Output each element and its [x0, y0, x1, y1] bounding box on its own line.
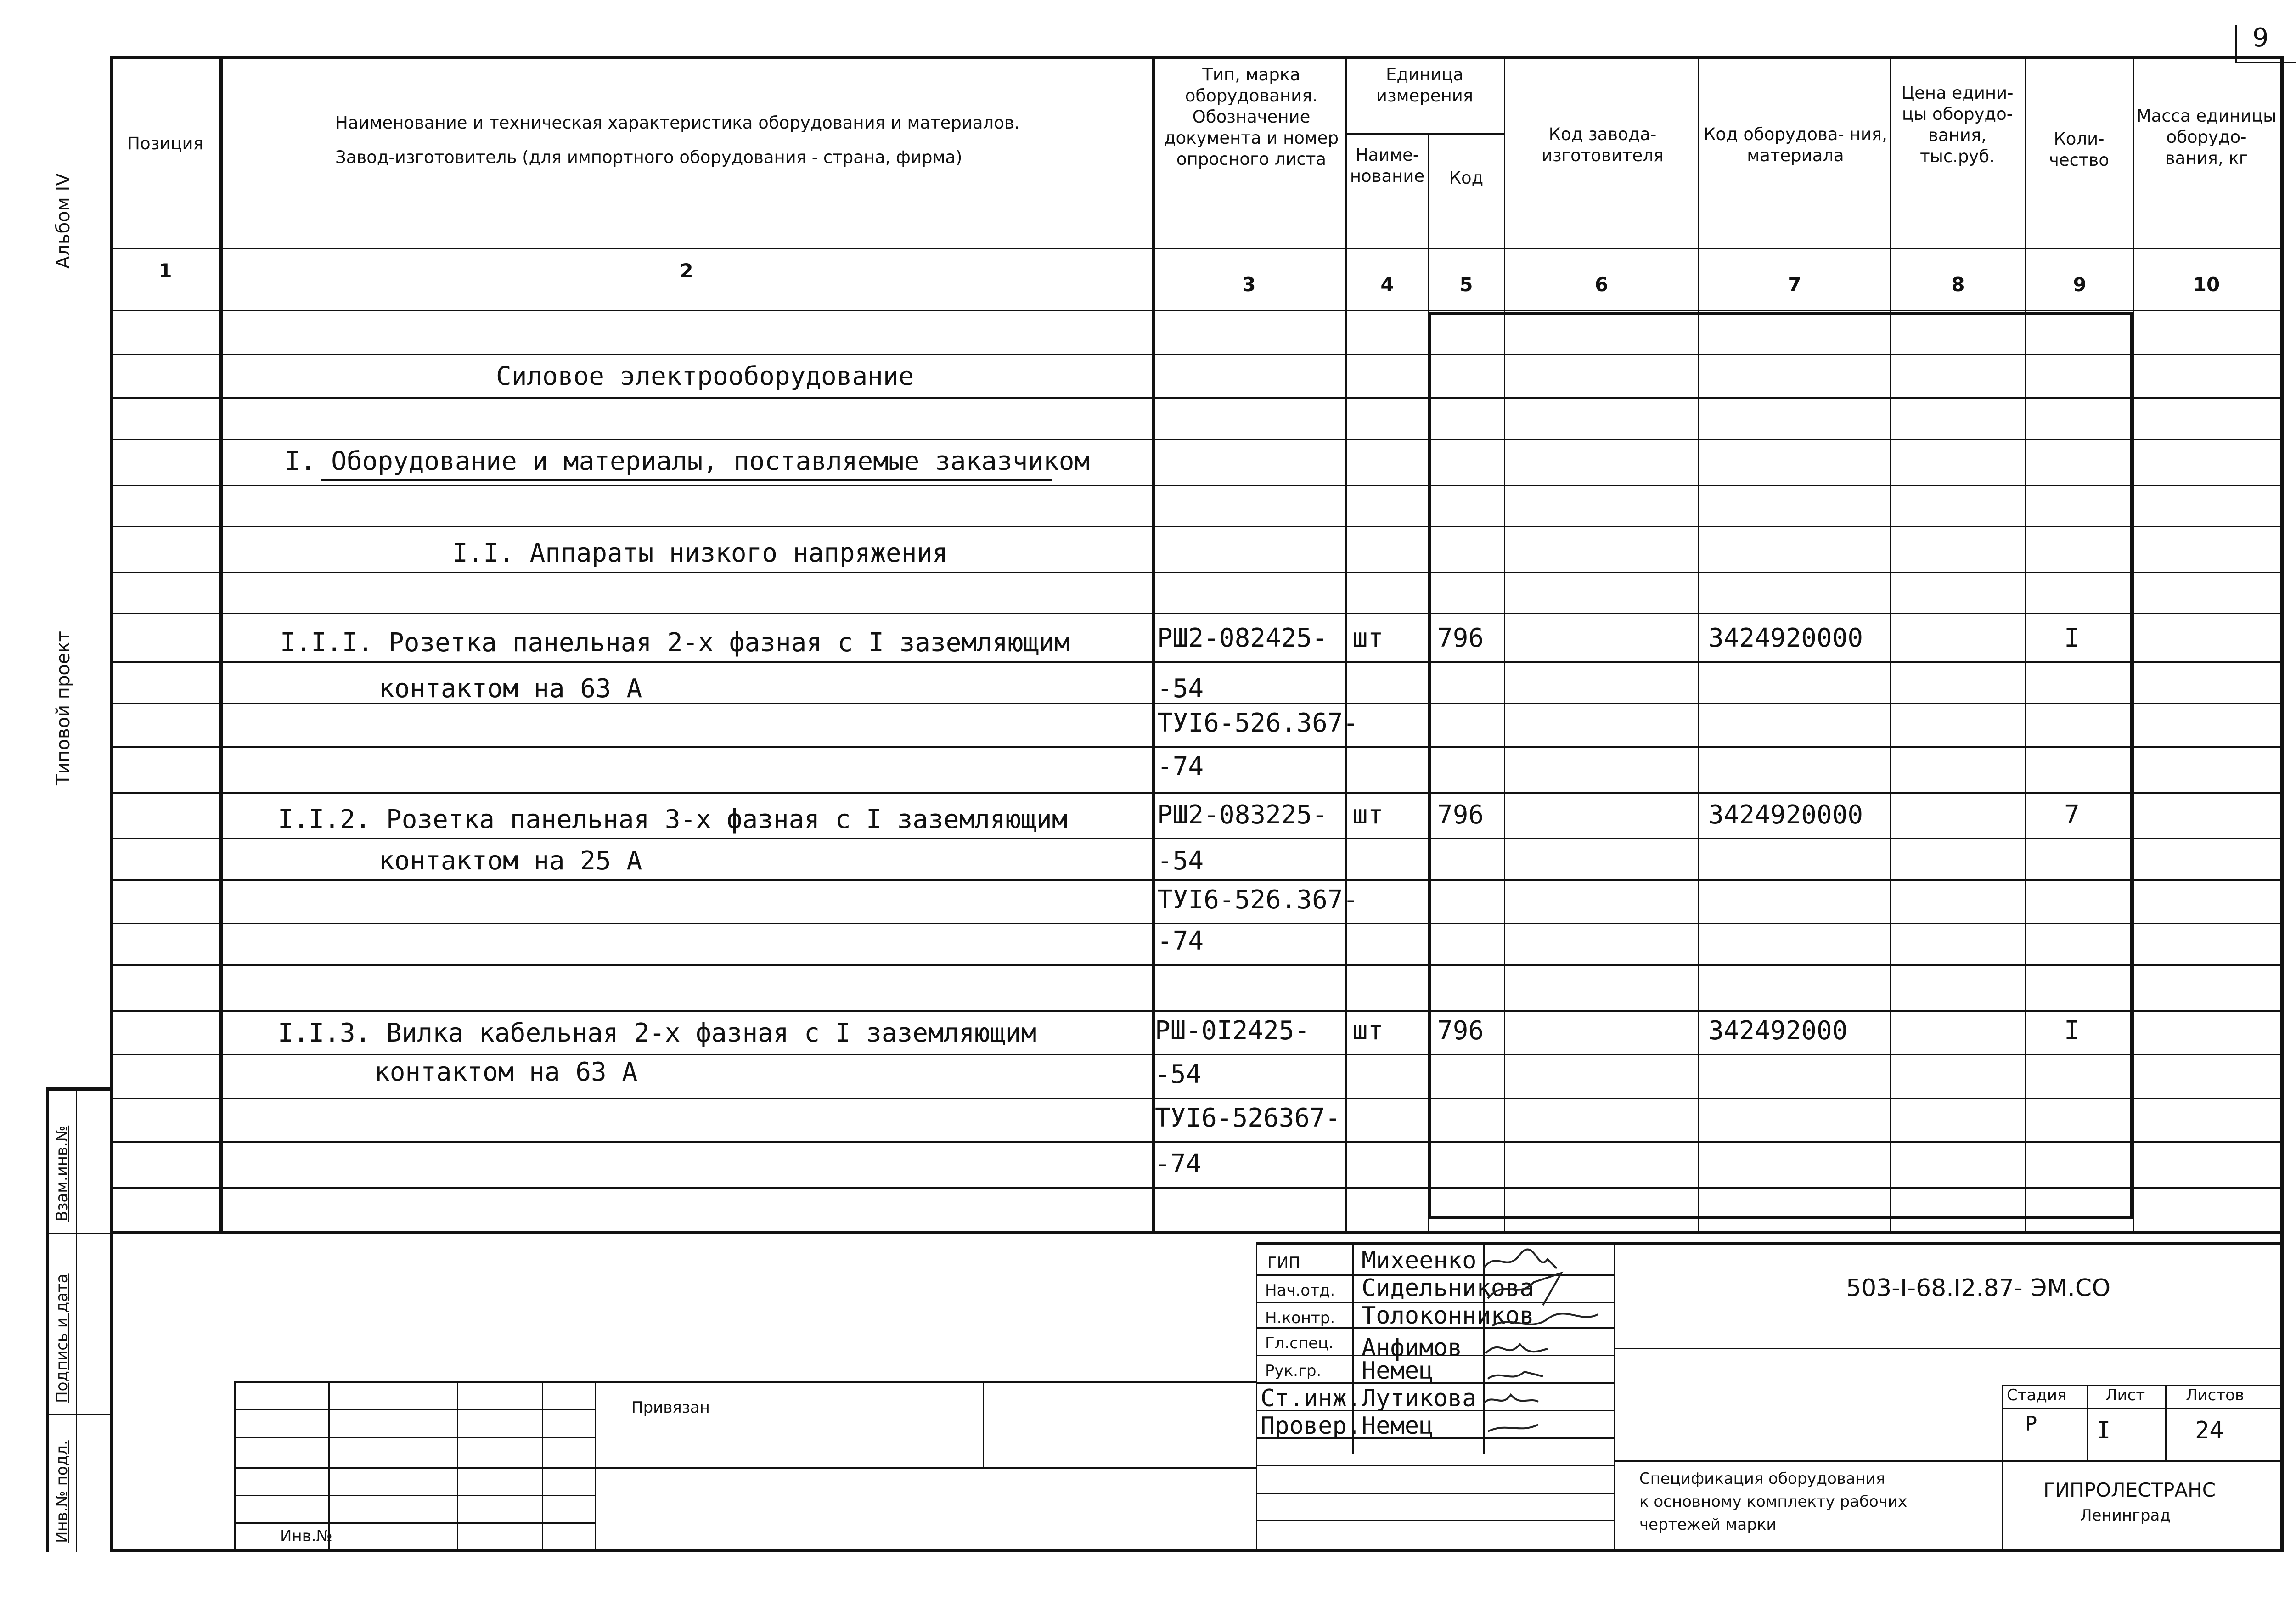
- privyazan-col-3: [542, 1381, 543, 1549]
- privyazan-label: Привязан: [631, 1398, 710, 1417]
- stage-label: Стадия: [2007, 1386, 2067, 1404]
- header-col45-title: Единица измерения: [1376, 65, 1474, 106]
- col-number-6: 6: [1594, 273, 1609, 296]
- row-rule: [110, 792, 2282, 794]
- item3-name-line2: контактом на 63 А: [374, 1057, 638, 1087]
- stamp-inv: Инв.№ подл.: [53, 1440, 71, 1543]
- subsection-1-1-title: I.I. Аппараты низкого напряжения: [452, 538, 948, 568]
- org-name: ГИПРОЛЕСТРАНС: [2043, 1479, 2216, 1501]
- item3-type-4: -74: [1155, 1149, 1202, 1179]
- col-number-8: 8: [1951, 273, 1965, 296]
- privyazan-left: [234, 1381, 236, 1549]
- doc-title-3: чертежей марки: [1639, 1515, 1777, 1534]
- role-ruk-gr: Рук.гр.: [1265, 1362, 1322, 1380]
- row-rule: [110, 1098, 2282, 1099]
- name-nach-otd: Сидельникова: [1362, 1274, 1534, 1302]
- name-gl-spec: Анфимов: [1362, 1334, 1463, 1362]
- col-number-3: 3: [1242, 273, 1256, 296]
- row-rule: [110, 1187, 2282, 1189]
- name-ruk-gr: Немец: [1362, 1357, 1434, 1385]
- privyazan-col-5: [983, 1381, 984, 1469]
- privyazan-top: [234, 1381, 1256, 1383]
- item3-quantity: I: [2064, 1016, 2080, 1046]
- titleblock-code-rule: [1614, 1348, 2282, 1349]
- row-rule: [110, 746, 2282, 748]
- doc-title-1: Спецификация оборудования: [1639, 1470, 1885, 1488]
- stamp-podpis: Подпись и дата: [53, 1273, 71, 1403]
- stamp-divider-2: [46, 1414, 110, 1415]
- item2-quantity: 7: [2064, 800, 2080, 830]
- sheet-number: 9: [2252, 23, 2269, 53]
- item3-name-line1: I.I.3. Вилка кабельная 2-х фазная с I заземляющим: [278, 1018, 1037, 1048]
- header-col5: Код: [1449, 168, 1484, 188]
- stage-mid-rule: [2002, 1408, 2282, 1409]
- name-n-kontr: Толоконников: [1362, 1302, 1534, 1330]
- header-col2-line2: Завод-изготовитель (для импортного оборудования - страна, фирма): [335, 147, 962, 167]
- privyazan-rule: [234, 1409, 595, 1410]
- item1-type-3: ТУI6-526.367-: [1157, 708, 1359, 738]
- stage-value: Р: [2025, 1412, 2037, 1436]
- col-line-1: [219, 56, 223, 1233]
- item3-unit: шт: [1352, 1016, 1384, 1046]
- col-number-5: 5: [1459, 273, 1473, 296]
- privyazan-rule: [234, 1437, 595, 1438]
- row-rule: [110, 354, 2282, 355]
- titleblock-top: [1256, 1242, 2282, 1245]
- role-prover: Провер.: [1261, 1412, 1362, 1440]
- highlight-box: [1428, 312, 2133, 1219]
- role-st-inzh: Ст.инж.: [1261, 1385, 1362, 1412]
- row-rule: [110, 964, 2282, 966]
- privyazan-col-2: [457, 1381, 458, 1549]
- privyazan-col-1: [328, 1381, 330, 1549]
- row-rule: [110, 879, 2282, 881]
- col-line-9: [2133, 56, 2134, 1233]
- item2-material-code: 3424920000: [1708, 800, 1863, 830]
- name-prover: Немец: [1362, 1412, 1434, 1440]
- row-rule: [110, 397, 2282, 399]
- doc-title-2: к основному комплекту рабочих: [1639, 1493, 1908, 1511]
- header-bottom-rule: [110, 248, 2282, 249]
- privyazan-rule: [234, 1495, 595, 1496]
- row-rule: [110, 526, 2282, 527]
- sheets-value: 24: [2195, 1417, 2224, 1444]
- header-col2-line1: Наименование и техническая характеристика оборудования и материалов.: [335, 113, 1020, 133]
- item1-unit-code: 796: [1437, 623, 1484, 653]
- row-rule: [110, 613, 2282, 614]
- item1-type-1: РШ2-082425-: [1157, 623, 1328, 653]
- stamp-top-border: [46, 1087, 110, 1091]
- sheet-label: Лист: [2105, 1386, 2145, 1404]
- name-st-inzh: Лутикова: [1362, 1385, 1477, 1412]
- item3-unit-code: 796: [1437, 1016, 1484, 1046]
- sig-rule: [1256, 1465, 1614, 1466]
- item3-material-code: 342492000: [1708, 1016, 1848, 1046]
- item1-type-2: -54: [1157, 674, 1204, 704]
- header-col10: Масса единицы оборудо- вания, кг: [2136, 106, 2277, 168]
- unit-subheader-rule: [1345, 133, 1504, 135]
- row-rule: [110, 923, 2282, 924]
- row-rule: [110, 1054, 2282, 1055]
- album-label: Альбом IV: [53, 173, 74, 269]
- row-rule: [110, 485, 2282, 486]
- stamp-divider-1: [46, 1233, 110, 1234]
- sheet-number-rule-bottom: [2235, 62, 2296, 63]
- header-col9: Коли- чество: [2049, 129, 2109, 170]
- privyazan-rule: [234, 1522, 595, 1524]
- sig-rule: [1256, 1493, 1614, 1494]
- stage-left-line: [2002, 1385, 2003, 1549]
- col-line-3: [1345, 56, 1347, 1233]
- item2-name-line2: контактом на 25 А: [379, 846, 642, 876]
- col-number-9: 9: [2073, 273, 2087, 296]
- name-gip: Михеенко: [1362, 1247, 1477, 1274]
- subsection-1-title: I. Оборудование и материалы, поставляемые заказчиком: [285, 446, 1090, 476]
- col-number-1: 1: [158, 259, 172, 282]
- doc-code: 503-I-68.I2.87- ЭМ.СО: [1846, 1274, 2111, 1302]
- item1-quantity: I: [2064, 623, 2080, 653]
- frame-top: [110, 56, 2284, 59]
- stage-div-1: [2087, 1385, 2088, 1460]
- item1-unit: шт: [1352, 623, 1384, 653]
- item2-type-1: РШ2-083225-: [1157, 800, 1328, 830]
- subsection-1-underline: [321, 479, 1052, 481]
- row-rule: [110, 661, 2282, 663]
- org-city: Ленинград: [2080, 1506, 2171, 1525]
- header-col4: Наиме- нование: [1350, 145, 1425, 186]
- item1-type-4: -74: [1157, 752, 1204, 782]
- sheet-value: I: [2096, 1417, 2111, 1444]
- header-col3: Тип, марка оборудования. Обозначение документа и номер опросного листа: [1164, 65, 1339, 169]
- stamp-left-border: [46, 1087, 49, 1552]
- inv-no-label: Инв.№: [280, 1527, 332, 1545]
- item1-name-line2: контактом на 63 А: [379, 674, 642, 704]
- item2-type-2: -54: [1157, 846, 1204, 876]
- col-number-4: 4: [1380, 273, 1394, 296]
- item1-name-line1: I.I.I. Розетка панельная 2-х фазная с I заземляющим: [280, 628, 1070, 658]
- privyazan-rule: [234, 1467, 1256, 1469]
- stage-div-2: [2165, 1385, 2167, 1460]
- col-number-10: 10: [2193, 273, 2220, 296]
- sheets-label: Листов: [2186, 1386, 2245, 1404]
- stamp-inner-line: [76, 1087, 77, 1552]
- item3-type-1: РШ-0I2425-: [1155, 1016, 1310, 1046]
- header-col6: Код завода- изготовителя: [1541, 124, 1664, 165]
- item3-type-3: ТУI6-526367-: [1155, 1103, 1341, 1133]
- header-col7: Код оборудова- ния, материала: [1704, 124, 1887, 165]
- colnum-bottom-rule: [110, 310, 2282, 311]
- titleblock-left-line: [1256, 1242, 1257, 1549]
- col-number-7: 7: [1788, 273, 1801, 296]
- row-rule: [110, 439, 2282, 440]
- item2-name-line1: I.I.2. Розетка панельная 3-х фазная с I заземляющим: [278, 805, 1068, 834]
- stage-bottom-rule: [1614, 1460, 2282, 1462]
- item2-unit-code: 796: [1437, 800, 1484, 830]
- section-title: Силовое электрооборудование: [496, 361, 914, 391]
- signatures-drawing: [1479, 1245, 1616, 1438]
- row-rule: [110, 572, 2282, 573]
- item2-unit: шт: [1352, 800, 1384, 830]
- row-rule: [110, 1141, 2282, 1143]
- sig-rule: [1256, 1520, 1614, 1521]
- typical-project-label: Типовой проект: [53, 631, 74, 785]
- frame-right: [2280, 56, 2284, 1552]
- role-gl-spec: Гл.спец.: [1265, 1334, 1334, 1352]
- item3-type-2: -54: [1155, 1059, 1202, 1089]
- frame-bottom: [110, 1549, 2284, 1552]
- item1-material-code: 3424920000: [1708, 623, 1863, 653]
- role-nach-otd: Нач.отд.: [1265, 1281, 1335, 1300]
- header-col8: Цена едини- цы оборудо- вания, тыс.руб.: [1901, 83, 2014, 166]
- item2-type-3: ТУI6-526.367-: [1157, 885, 1359, 915]
- col-line-2: [1152, 56, 1155, 1233]
- row-rule: [110, 1010, 2282, 1012]
- role-n-kontr: Н.контр.: [1265, 1309, 1335, 1327]
- row-rule: [110, 838, 2282, 839]
- table-bottom-rule: [110, 1231, 2282, 1234]
- role-gip: ГИП: [1267, 1254, 1300, 1272]
- col-number-2: 2: [680, 259, 693, 282]
- stamp-vzam: Взам.инв.№: [53, 1125, 71, 1222]
- privyazan-col-4: [595, 1381, 596, 1549]
- item2-type-4: -74: [1157, 926, 1204, 956]
- header-col1: Позиция: [127, 134, 203, 153]
